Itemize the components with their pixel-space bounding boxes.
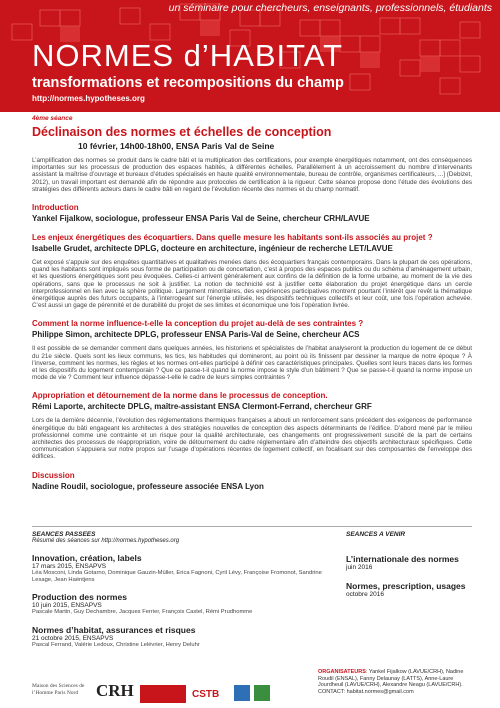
section-speaker: Philippe Simon, architecte DPLG, professeur ENSA Paris-Val de Seine, chercheur ACS: [32, 330, 360, 340]
past-note: Résumé des séances sur http://normes.hypotheses.org: [32, 538, 180, 544]
seance-date: 10 février, 14h00-18h00, ENSA Paris Val de Seine: [78, 141, 275, 151]
organisers-label: ORGANISATEURS: [318, 669, 366, 675]
section-introduction: [32, 203, 472, 223]
past-item-date: 10 juin 2015, ENSAPVS: [32, 602, 102, 609]
mshs-logo: Maison des Sciences de l’Homme Paris Nord: [32, 683, 85, 696]
section-appropriation: [32, 391, 472, 460]
page-subtitle: transformations et recompositions du champ: [32, 75, 344, 91]
section-speaker: Nadine Roudil, sociologue, professeure associée ENSA Lyon: [32, 481, 264, 491]
section-ecoquartiers: [32, 233, 472, 309]
future-item-date: octobre 2016: [346, 591, 384, 598]
page-title: NORMES d’HABITAT: [32, 38, 344, 73]
future-sessions: [346, 531, 476, 598]
section-text: Lors de la dernière décennie, l’évolution des réglementations thermiques françaises a abouti un renforcement sans précédent des exigences de performance énergétique du bâti engageant les architectes à des stratégies nouvelles de conception des aspects déterminants de l’édifice. D’abord mené par le milieu professionnel comme une contrainte et un risque pour la qualité architecturale, ces changements ont progressivement suscité de la part de certains architectes des processus de réappropriation, voire de détournement du cadre réglementaire afin d’atteindre des objectifs architecturaux spécifiques. Cette communication s’appuiera sur notre propos sur l’usage d’opérations récentes de logement collectif, en focalisant sur des composantes de l’enveloppe des édifices.: [32, 417, 472, 461]
past-item-title: Normes d’habitat, assurances et risques: [32, 624, 196, 635]
organisers-text: : Yankel Fijalkow (LAVUE/CRH), Nadine Roudil (ENSAL), Fanny Delaunay (LATTS), Anne-Laure Jourdheuil (LAVUE/CRH), Alexandre Neagu (LAVUE/CRH). CONTACT: habitat.normes@gmail.com: [318, 669, 464, 696]
partner-logos: [32, 683, 312, 705]
organisers-block: [318, 669, 478, 696]
future-item-date: juin 2016: [346, 564, 373, 571]
header-banner: [0, 0, 500, 112]
cstb-logo: CSTB: [192, 689, 220, 700]
section-title: Comment la norme influence-t-elle la conception du projet au-delà de ses contraintes ?: [32, 319, 364, 329]
past-sessions: [32, 531, 322, 648]
partner-logo-green: [254, 685, 270, 701]
list-item: [32, 553, 322, 583]
past-item-people: Pascale Martin, Guy Dechambre, Jacques Ferrier, François Castel, Rémi Prudhomme: [32, 609, 253, 615]
section-title: Introduction: [32, 203, 79, 213]
section-title: Les enjeux énergétiques des écoquartiers. Dans quelle mesure les habitants sont-ils associés au projet ?: [32, 233, 433, 243]
header-url-link[interactable]: http://normes.hypotheses.org: [32, 94, 145, 103]
past-item-date: 21 octobre 2015, ENSAPVS: [32, 634, 114, 642]
future-heading: SEANCES A VENIR: [346, 531, 406, 538]
past-heading: SEANCES PASSEES: [32, 531, 96, 538]
main-content: [32, 115, 472, 491]
list-item: [32, 625, 322, 649]
future-item-title: L’internationale des normes: [346, 554, 459, 564]
lavue-logo: [140, 685, 186, 703]
list-item: [346, 554, 476, 571]
list-item: [346, 581, 476, 598]
section-text: Cet exposé s’appuie sur des enquêtes quantitatives et qualitatives menées dans des écoquartiers français contemporains. Dans la plupart de ces opérations, quand les habitants sont impliqués sous forme de participation ou de concertation, c’est à propos des espaces publics ou du schéma d’aménagement urbain, et les questions énergétiques sont peu évoquées. Celles-ci arrivent généralement aux confins de la définition de la forme urbaine, au moment de la vie des opérations, sans que le processus ne soit à justifier. La notion de technicité est à justifier cette élaboration du projet énergétique dans un cercle interprofessionnel en lien avec la sphère politique. Largement minoritaires, des expériences participatives montrent pourtant l’intérêt que revêt la thématique énergétique auprès des futurs occupants, à l’interrogeant sur l’énergie utilisée, les dispositifs techniques collectifs et leur coût, une fois l’opération achevée. C’est aussi un gage de pérennité et de durabilité du projet de ses limites et économique une fois l’opération livrée.: [32, 259, 472, 310]
future-item-title: Normes, prescription, usages: [346, 581, 466, 591]
section-text: Il est possible de se demander comment dans quelques années, les historiens et spécialistes de l’habitat analyseront la production du logement de ce début du 21e siècle. Quels sont les lieux communs, les tics, les habitudes qui domineront, au point où ils finissent par dessiner la marque de notre époque ? À l’inverse, comment les normes, les règles et les normes ont-elles participé à définir ces caractéristiques principales. Quelles sont leurs traces dans les formes et les dispositifs du logement contemporain ? Que ce passe-t-il quand la norme impose le style d’un bâtiment ? Que se passe-t-il quand la norme impose un mode de vie ? Comment leur influence dépasse-t-elle le cadre de leurs simples contraintes ?: [32, 345, 472, 382]
header-tagline: un séminaire pour chercheurs, enseignants, professionnels, étudiants: [168, 2, 492, 14]
seance-number: 4ème séance: [32, 115, 73, 122]
section-discussion: [32, 471, 472, 491]
past-item-people: Pascal Ferrand, Valérie Ledoux, Christine Lelévrier, Henry Deluhr: [32, 641, 200, 648]
past-item-date: 17 mars 2015, ENSAPVS: [32, 563, 107, 570]
past-item-people: Léa Mosconi, Linda Gotarno, Dominique Gauzin-Müller, Erica Fagnoni, Cyril Lévy, Françoise Fromonot, Sandrine Lesage, Jean Haëntjens: [32, 570, 322, 583]
past-item-title: Production des normes: [32, 592, 127, 602]
list-item: [32, 592, 322, 616]
crh-logo: CRH: [96, 681, 134, 700]
section-norme-conception: [32, 319, 472, 381]
seance-intro-text: L’amplification des normes se produit dans le cadre bâti et la multiplication des certifications, pour exemple énergétiques notamment, ont des conséquences importantes sur les processus de production des espaces habités, à différentes échelles. Parallèlement à un accroissement du nombre d’intervenants assistant la maîtrise d’ouvrage et bureaux d’études spécialisés en haute qualité environnementale, bureau de contrôle, organismes certificateurs, ...] (Debizet, 2012), un travail important est demandé afin de répondre aux protocoles de certification à la rigueur. Cette séance propose donc l’étude des évolutions des stratégies des différents acteurs dans le cadre bâti en regard de l’évolution récente des normes et du champ normatif.: [32, 157, 472, 193]
section-speaker: Yankel Fijalkow, sociologue, professeur ENSA Paris Val de Seine, chercheur CRH/LAVUE: [32, 214, 370, 224]
seance-title: Déclinaison des normes et échelles de conception: [32, 125, 332, 139]
section-speaker: Isabelle Grudet, architecte DPLG, docteure en architecture, ingénieur de recherche LET/LAVUE: [32, 244, 393, 254]
section-speaker: Rémi Laporte, architecte DPLG, maître-assistant ENSA Clermont-Ferrand, chercheur GRF: [32, 402, 372, 412]
past-item-title: Innovation, création, labels: [32, 553, 142, 563]
section-title: Discussion: [32, 470, 75, 480]
section-title: Appropriation et détournement de la norme dans le processus de conception.: [32, 391, 328, 401]
section-divider: [32, 526, 472, 527]
partner-logo-blue: [234, 685, 250, 701]
